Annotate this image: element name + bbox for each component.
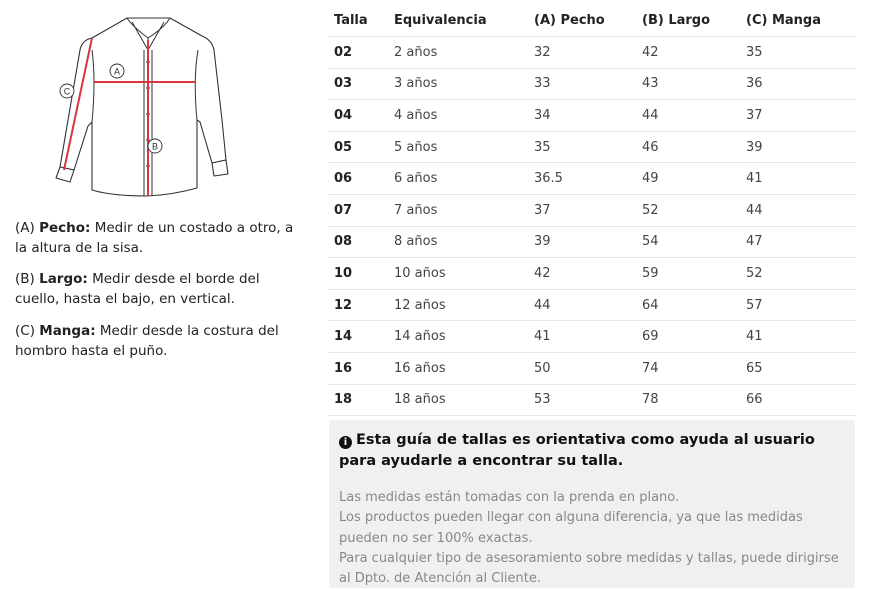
cell-largo: 59 (637, 258, 741, 290)
cell-largo: 54 (637, 226, 741, 258)
table-row (329, 226, 855, 258)
cell-pecho: 33 (529, 68, 637, 100)
cell-equivalencia: 12 años (389, 289, 529, 321)
shirt-measurement-illustration (52, 10, 242, 205)
cell-equivalencia: 2 años (389, 37, 529, 69)
cell-pecho: 50 (529, 352, 637, 384)
cell-largo: 52 (637, 194, 741, 226)
table-row (329, 37, 855, 69)
info-line: Los productos pueden llegar con alguna diferencia, ya que las medidas pueden no ser 100% exactas. (339, 510, 803, 546)
cell-largo: 64 (637, 289, 741, 321)
header-talla: Talla (329, 5, 389, 37)
cell-talla: 04 (329, 100, 389, 132)
table-row (329, 163, 855, 195)
table-row (329, 131, 855, 163)
table-row (329, 352, 855, 384)
cell-talla: 03 (329, 68, 389, 100)
description-pecho: (A) Pecho: Medir de un costado a otro, a la altura de la sisa. (15, 220, 294, 256)
cell-pecho: 53 (529, 384, 637, 416)
cell-manga: 37 (741, 100, 855, 132)
cell-pecho: 36.5 (529, 163, 637, 195)
table-row (329, 321, 855, 353)
info-circle-icon: i (339, 436, 352, 449)
cell-talla: 18 (329, 384, 389, 416)
cell-manga: 44 (741, 194, 855, 226)
table-row (329, 68, 855, 100)
table-header-row (329, 5, 855, 37)
cell-equivalencia: 4 años (389, 100, 529, 132)
cell-largo: 44 (637, 100, 741, 132)
cell-equivalencia: 7 años (389, 194, 529, 226)
cell-largo: 42 (637, 37, 741, 69)
header-equivalencia: Equivalencia (389, 5, 529, 37)
cell-pecho: 37 (529, 194, 637, 226)
cell-manga: 39 (741, 131, 855, 163)
cell-talla: 08 (329, 226, 389, 258)
cell-talla: 10 (329, 258, 389, 290)
cell-manga: 41 (741, 163, 855, 195)
cell-largo: 43 (637, 68, 741, 100)
cell-largo: 49 (637, 163, 741, 195)
cell-pecho: 41 (529, 321, 637, 353)
description-largo: (B) Largo: Medir desde el borde del cuello, hasta el bajo, en vertical. (15, 271, 260, 307)
table-row (329, 100, 855, 132)
cell-equivalencia: 10 años (389, 258, 529, 290)
size-table (329, 5, 855, 416)
cell-talla: 16 (329, 352, 389, 384)
table-row (329, 384, 855, 416)
cell-talla: 14 (329, 321, 389, 353)
cell-talla: 07 (329, 194, 389, 226)
cell-largo: 69 (637, 321, 741, 353)
cell-talla: 12 (329, 289, 389, 321)
table-row (329, 258, 855, 290)
cell-pecho: 44 (529, 289, 637, 321)
cell-equivalencia: 3 años (389, 68, 529, 100)
cell-equivalencia: 8 años (389, 226, 529, 258)
cell-manga: 65 (741, 352, 855, 384)
cell-equivalencia: 6 años (389, 163, 529, 195)
cell-pecho: 34 (529, 100, 637, 132)
info-line: Para cualquier tipo de asesoramiento sobre medidas y tallas, puede dirigirse al Dpto. de Atención al Cliente. (339, 550, 839, 587)
cell-manga: 52 (741, 258, 855, 290)
table-body (329, 37, 855, 416)
cell-manga: 35 (741, 37, 855, 69)
cell-manga: 41 (741, 321, 855, 353)
label-c: C (63, 86, 71, 97)
cell-talla: 06 (329, 163, 389, 195)
cell-pecho: 42 (529, 258, 637, 290)
cell-talla: 02 (329, 37, 389, 69)
cell-manga: 47 (741, 226, 855, 258)
cell-equivalencia: 5 años (389, 131, 529, 163)
info-headline: i Esta guía de tallas es orientativa como ayuda al usuario para ayudarle a encontrar su talla. (339, 432, 815, 469)
cell-equivalencia: 16 años (389, 352, 529, 384)
cell-largo: 46 (637, 131, 741, 163)
label-a: A (113, 66, 121, 77)
cell-largo: 78 (637, 384, 741, 416)
info-box (329, 420, 855, 588)
cell-manga: 36 (741, 68, 855, 100)
label-b: B (151, 141, 159, 152)
cell-largo: 74 (637, 352, 741, 384)
cell-pecho: 32 (529, 37, 637, 69)
cell-equivalencia: 18 años (389, 384, 529, 416)
cell-manga: 57 (741, 289, 855, 321)
table-row (329, 194, 855, 226)
cell-manga: 66 (741, 384, 855, 416)
header-largo: (B) Largo (637, 5, 741, 37)
table-row (329, 289, 855, 321)
info-body (339, 488, 845, 589)
header-manga: (C) Manga (741, 5, 855, 37)
cell-pecho: 39 (529, 226, 637, 258)
cell-talla: 05 (329, 131, 389, 163)
cell-pecho: 35 (529, 131, 637, 163)
cell-equivalencia: 14 años (389, 321, 529, 353)
info-line: Las medidas están tomadas con la prenda en plano. (339, 490, 680, 505)
description-manga: (C) Manga: Medir desde la costura del hombro hasta el puño. (15, 323, 279, 359)
header-pecho: (A) Pecho (529, 5, 637, 37)
